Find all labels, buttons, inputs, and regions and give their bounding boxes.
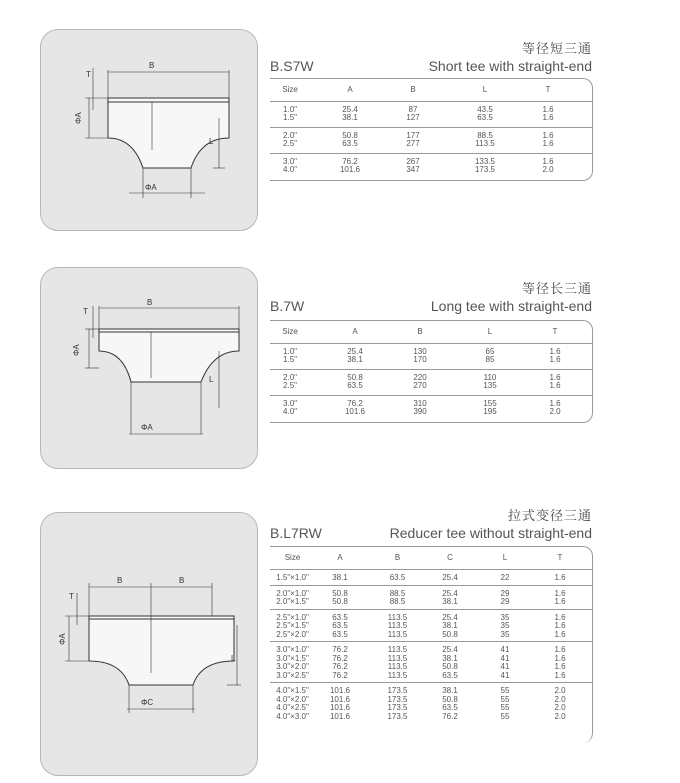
table-cell: 2.0"×1.5": [276, 597, 309, 606]
table-cell: 135: [483, 381, 497, 390]
table-cell: 1.6: [549, 347, 561, 356]
table-row: [270, 139, 592, 149]
table-cell: 173.5: [387, 686, 408, 695]
reducer-tee-drawing: [41, 513, 257, 775]
dim-a-label: ΦA: [58, 633, 67, 645]
table-cell: 220: [413, 373, 427, 382]
table-cell: 113.5: [387, 662, 408, 671]
table-cell: 173.5: [387, 694, 408, 704]
table-cell: 4.0"×2.5": [276, 703, 309, 712]
table-cell: 88.5: [389, 597, 406, 606]
table-row: [270, 671, 592, 681]
table-cell: 113.5: [387, 629, 408, 639]
column-header: A: [337, 553, 343, 562]
table-header-row: [270, 84, 592, 96]
table-cell: 101.6: [329, 711, 351, 721]
table-cell: 1.6: [549, 399, 561, 408]
table-cell: 1.6: [549, 373, 561, 382]
table-cell: 38.1: [347, 355, 363, 364]
table-cell: 63.5: [332, 612, 348, 622]
group-divider: [270, 609, 592, 610]
table-row: [270, 573, 592, 583]
short-tee-drawing-panel: [40, 29, 258, 231]
table-cell: 1.5"×1.0": [276, 573, 309, 582]
reducer-tee-cn-title: 拉式变径三通: [507, 509, 592, 524]
table-cell: 173.5: [474, 165, 496, 174]
dim-a-bottom-label: ΦA: [145, 183, 157, 192]
dim-a-bottom-label: ΦA: [141, 423, 153, 432]
table-cell: 2.0: [554, 711, 566, 721]
table-cell: 4.0"×1.5": [276, 686, 309, 695]
group-divider: [270, 641, 592, 642]
table-row: [270, 407, 592, 417]
group-divider: [270, 682, 592, 683]
dim-l-label: L: [209, 375, 214, 384]
table-cell: 347: [406, 165, 420, 174]
table-cell: 76.2: [332, 653, 348, 663]
column-header: T: [557, 553, 563, 562]
table-cell: 1.6: [542, 131, 554, 140]
column-header: T: [552, 327, 558, 336]
dim-b-label: B: [149, 61, 155, 70]
table-row: [270, 630, 592, 640]
table-row: [270, 381, 592, 391]
table-cell: 4.0"×2.0": [276, 694, 309, 704]
table-cell: 87: [408, 105, 418, 114]
column-header: A: [352, 327, 358, 336]
table-cell: 310: [413, 399, 427, 408]
table-cell: 41: [500, 670, 510, 680]
long-tee-cn-title: 等径长三通: [521, 282, 592, 297]
table-cell: 63.5: [389, 573, 406, 582]
table-cell: 173.5: [387, 711, 408, 721]
table-cell: 101.6: [339, 165, 361, 174]
column-header: L: [487, 327, 493, 336]
table-cell: 38.1: [442, 597, 458, 606]
table-cell: 2.0: [549, 407, 561, 416]
short-tee-drawing: [41, 30, 257, 230]
table-cell: 76.2: [332, 670, 348, 680]
table-cell: 85: [485, 355, 495, 364]
table-cell: 50.8: [342, 131, 358, 140]
table-cell: 1.6: [542, 139, 554, 148]
table-cell: 55: [500, 686, 510, 695]
table-cell: 50.8: [332, 597, 348, 606]
short-tee-en-title: Short tee with straight-end: [428, 58, 592, 74]
column-header: C: [447, 553, 453, 562]
group-divider: [270, 153, 592, 154]
table-cell: 25.4: [442, 645, 458, 654]
table-row: [270, 165, 592, 175]
table-cell: 35: [500, 629, 510, 639]
table-header-row: [270, 326, 592, 338]
table-cell: 63.5: [442, 703, 458, 712]
group-divider: [270, 101, 592, 102]
reducer-tee-code: B.L7RW: [270, 525, 322, 541]
dim-t-label: T: [83, 307, 88, 316]
reducer-tee-table: [270, 546, 593, 743]
table-cell: 2.5"×2.0": [276, 629, 309, 639]
table-cell: 35: [500, 612, 510, 622]
table-row: [270, 712, 592, 722]
table-cell: 101.6: [329, 703, 351, 712]
table-cell: 267: [406, 157, 420, 166]
table-cell: 76.2: [332, 645, 348, 654]
table-cell: 3.0"×1.5": [276, 653, 309, 663]
table-cell: 41: [500, 662, 510, 671]
column-header: B: [417, 327, 423, 336]
table-cell: 25.4: [442, 612, 458, 622]
dim-a-label: ΦA: [72, 344, 81, 356]
short-tee-table: [270, 78, 593, 181]
table-cell: 113.5: [387, 653, 408, 663]
table-cell: 2.5"×1.5": [276, 621, 309, 630]
table-cell: 155: [483, 399, 497, 408]
table-cell: 29: [500, 597, 510, 606]
column-header: T: [545, 85, 551, 94]
column-header: Size: [282, 327, 298, 336]
table-cell: 55: [500, 711, 510, 721]
table-cell: 390: [413, 407, 427, 416]
dim-l-label: L: [209, 137, 214, 146]
column-header: B: [410, 85, 416, 94]
table-row: [270, 597, 592, 607]
table-cell: 3.0"×1.0": [276, 645, 309, 654]
table-cell: 88.5: [389, 588, 406, 598]
group-divider: [270, 585, 592, 586]
dim-t-label: T: [69, 592, 74, 601]
table-cell: 3.0": [283, 157, 297, 166]
table-cell: 3.0"×2.5": [276, 670, 309, 680]
table-cell: 50.8: [442, 662, 458, 671]
table-cell: 113.5: [387, 645, 408, 654]
table-cell: 2.0: [554, 686, 566, 695]
table-cell: 38.1: [342, 113, 358, 122]
table-cell: 1.6: [554, 653, 566, 663]
dim-l-label: L: [231, 654, 236, 663]
table-cell: 1.6: [554, 662, 566, 671]
table-cell: 113.5: [387, 621, 408, 630]
table-cell: 2.5": [283, 139, 297, 148]
table-cell: 113.5: [475, 139, 495, 148]
table-cell: 22: [500, 573, 510, 582]
table-cell: 277: [406, 139, 420, 148]
table-cell: 43.5: [477, 105, 493, 114]
table-cell: 63.5: [442, 670, 458, 680]
table-cell: 38.1: [332, 573, 348, 582]
long-tee-drawing: [41, 268, 257, 468]
table-cell: 25.4: [442, 588, 458, 598]
table-cell: 1.6: [542, 113, 554, 122]
table-cell: 2.0: [542, 165, 554, 174]
dim-b-label: B: [147, 298, 153, 307]
table-cell: 1.0": [283, 105, 297, 114]
table-cell: 1.6: [549, 381, 561, 390]
table-cell: 63.5: [477, 113, 493, 122]
column-header: Size: [282, 85, 298, 94]
reducer-tee-drawing-panel: [40, 512, 258, 776]
table-cell: 1.6: [549, 355, 561, 364]
column-header: L: [482, 85, 488, 94]
dim-t-label: T: [86, 70, 91, 79]
table-cell: 63.5: [332, 621, 348, 630]
dim-b-right-label: B: [179, 576, 185, 585]
table-cell: 63.5: [342, 139, 358, 148]
group-divider: [270, 127, 592, 128]
table-cell: 1.0": [283, 347, 297, 356]
table-cell: 101.6: [329, 686, 351, 695]
table-cell: 2.0: [554, 694, 566, 704]
table-cell: 127: [406, 113, 420, 122]
table-cell: 76.2: [332, 662, 348, 671]
table-cell: 1.5": [283, 355, 297, 364]
table-cell: 133.5: [474, 157, 496, 166]
table-cell: 76.2: [347, 399, 363, 408]
table-cell: 41: [500, 653, 510, 663]
table-cell: 4.0": [283, 407, 297, 416]
reducer-tee-en-title: Reducer tee without straight-end: [389, 525, 592, 541]
column-header: L: [502, 553, 508, 562]
long-tee-table: [270, 320, 593, 423]
table-cell: 173.5: [387, 703, 408, 712]
table-cell: 88.5: [477, 131, 493, 140]
table-cell: 4.0"×3.0": [276, 711, 309, 721]
table-cell: 25.4: [347, 347, 363, 356]
short-tee-header: [270, 38, 592, 78]
column-header: Size: [284, 553, 301, 562]
table-cell: 3.0"×2.0": [276, 662, 309, 671]
dim-c-label: ΦC: [141, 698, 154, 707]
table-cell: 2.5"×1.0": [276, 612, 309, 622]
table-cell: 25.4: [442, 573, 458, 582]
table-cell: 29: [500, 588, 510, 598]
group-divider: [270, 569, 592, 570]
table-cell: 2.0: [554, 703, 566, 712]
table-cell: 2.5": [283, 381, 297, 390]
dim-b-left-label: B: [117, 576, 123, 585]
table-cell: 1.6: [554, 645, 566, 654]
table-cell: 65: [485, 347, 495, 356]
table-cell: 170: [413, 355, 427, 364]
table-cell: 55: [500, 694, 510, 704]
table-cell: 1.6: [554, 612, 566, 622]
table-row: [270, 113, 592, 123]
dim-a-label: ΦA: [74, 112, 83, 124]
short-tee-cn-title: 等径短三通: [521, 42, 592, 57]
reducer-tee-header: [270, 505, 592, 545]
table-cell: 63.5: [332, 629, 348, 639]
table-cell: 177: [406, 131, 420, 140]
table-cell: 25.4: [342, 105, 358, 114]
table-cell: 101.6: [329, 694, 351, 704]
table-cell: 55: [500, 703, 510, 712]
table-cell: 50.8: [442, 694, 458, 704]
column-header: B: [394, 553, 401, 562]
table-cell: 50.8: [332, 588, 348, 598]
table-cell: 113.5: [387, 670, 408, 680]
table-cell: 3.0": [283, 399, 297, 408]
group-divider: [270, 343, 592, 344]
table-cell: 110: [483, 373, 497, 382]
group-divider: [270, 395, 592, 396]
table-cell: 2.0"×1.0": [276, 588, 309, 598]
table-header-row: [270, 552, 592, 564]
table-cell: 1.6: [554, 621, 566, 630]
table-cell: 1.6: [554, 629, 566, 639]
table-cell: 38.1: [442, 686, 458, 695]
table-cell: 1.6: [554, 573, 566, 582]
table-cell: 4.0": [283, 165, 297, 174]
table-cell: 2.0": [283, 373, 297, 382]
table-cell: 1.6: [554, 597, 566, 606]
long-tee-code: B.7W: [270, 298, 305, 314]
table-cell: 1.5": [283, 113, 297, 122]
table-cell: 38.1: [442, 653, 458, 663]
group-divider: [270, 369, 592, 370]
table-cell: 101.6: [344, 407, 366, 416]
table-cell: 38.1: [442, 621, 458, 630]
table-row: [270, 355, 592, 365]
short-tee-code: B.S7W: [270, 58, 314, 74]
table-cell: 50.8: [347, 373, 363, 382]
table-cell: 50.8: [442, 629, 458, 639]
table-cell: 1.6: [554, 670, 566, 680]
table-cell: 63.5: [347, 381, 363, 390]
table-cell: 2.0": [283, 131, 297, 140]
table-cell: 35: [500, 621, 510, 630]
table-cell: 76.2: [442, 711, 458, 721]
long-tee-en-title: Long tee with straight-end: [430, 298, 592, 314]
table-cell: 195: [483, 407, 497, 416]
table-cell: 76.2: [342, 157, 358, 166]
table-cell: 1.6: [542, 105, 554, 114]
column-header: A: [347, 85, 353, 94]
long-tee-header: [270, 278, 592, 318]
table-cell: 1.6: [542, 157, 554, 166]
table-cell: 1.6: [554, 588, 566, 598]
table-cell: 130: [413, 347, 427, 356]
table-cell: 41: [500, 645, 510, 654]
table-cell: 113.5: [387, 612, 408, 622]
table-cell: 270: [413, 381, 427, 390]
long-tee-drawing-panel: [40, 267, 258, 469]
